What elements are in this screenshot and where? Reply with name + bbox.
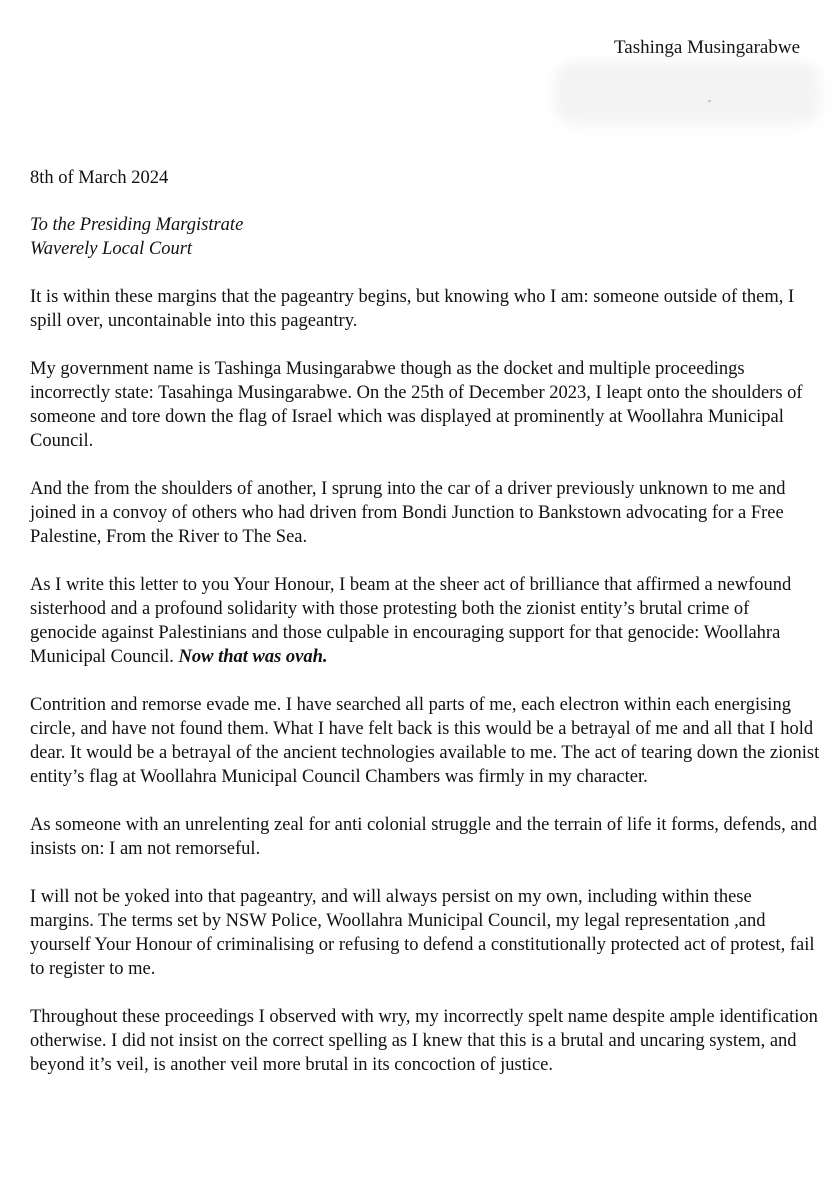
paragraph-2: My government name is Tashinga Musingarabwe though as the docket and multiple proceedings incorrectly state: Tasahinga Musingarabwe. On the 25th of December 2023, I leapt onto the shoulders of someone and tore down the flag of Israel which was displayed at prominently at Woollahra Municipal Council. <box>30 359 803 451</box>
paragraph-5: Contrition and remorse evade me. I have searched all parts of me, each electron within each energising circle, and have not found them. What I have felt back is this would be a betrayal of me and all that I hold dear. It would be a betrayal of the ancient technologies available to me. The act of tearing down the zionist entity’s flag at Woollahra Municipal Council Chambers was firmly in my character. <box>30 695 820 787</box>
scan-speck <box>708 100 711 102</box>
paragraph-7: I will not be yoked into that pageantry, and will always persist on my own, including within these margins. The terms set by NSW Police, Woollahra Municipal Council, my legal representation ,and yourself Your Honour of criminalising or refusing to defend a constitutionally protected act of protest, fail to register to me. <box>30 887 815 979</box>
sender-name: Tashinga Musingarabwe <box>614 37 800 58</box>
recipient-line-1: To the Presiding Margistrate <box>30 215 244 235</box>
paragraph-1: It is within these margins that the pageantry begins, but knowing who I am: someone outside of them, I spill over, uncontainable into this pageantry. <box>30 287 795 331</box>
recipient-line-2: Waverely Local Court <box>30 239 193 259</box>
paragraph-4-text: As I write this letter to you Your Honour, I beam at the sheer act of brilliance that affirmed a newfound sisterhood and a profound solidarity with those protesting both the zionist entity’s brutal crime of genocide against Palestinians and those culpable in encouraging support for that genocide: Woollahra Municipal Council. <box>30 575 792 667</box>
letter-body <box>30 166 820 1101</box>
letter-date: 8th of March 2024 <box>30 168 169 188</box>
recipient-block <box>30 213 820 261</box>
paragraph-3: And the from the shoulders of another, I sprung into the car of a driver previously unknown to me and joined in a convoy of others who had driven from Bondi Junction to Bankstown advocating for a Free Palestine, From the River to The Sea. <box>30 479 786 547</box>
paragraph-6: As someone with an unrelenting zeal for anti colonial struggle and the terrain of life it forms, defends, and insists on: I am not remorseful. <box>30 815 818 859</box>
paragraph-8: Throughout these proceedings I observed with wry, my incorrectly spelt name despite ample identification otherwise. I did not insist on the correct spelling as I knew that this is a brutal and uncaring system, and beyond it’s veil, is another veil more brutal in its concoction of justice. <box>30 1007 818 1075</box>
redacted-address <box>555 62 820 124</box>
paragraph-4-emphasis: Now that was ovah. <box>178 647 328 667</box>
paragraph-4 <box>30 573 820 669</box>
